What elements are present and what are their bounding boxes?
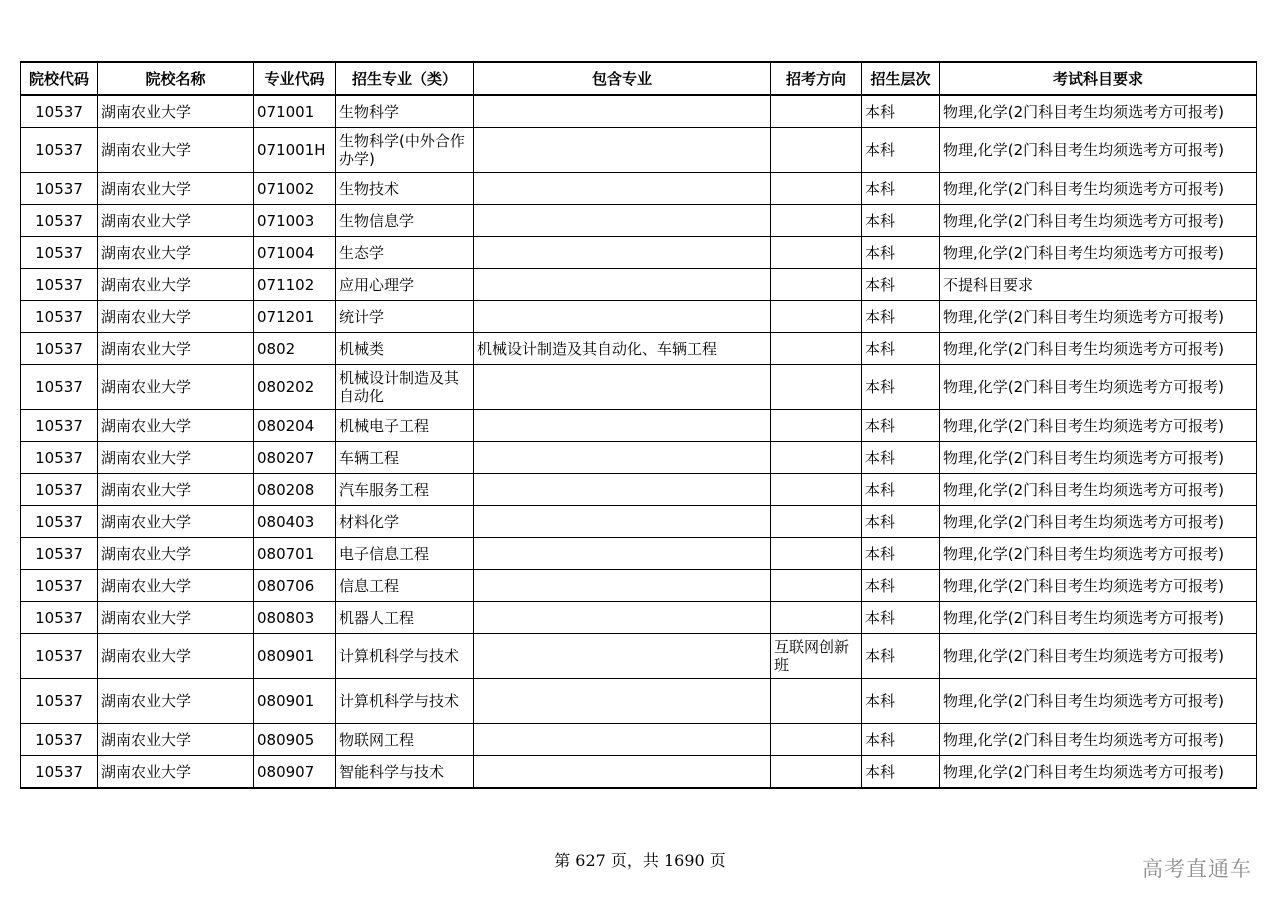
cell-level: 本科 xyxy=(862,333,940,365)
cell-direction xyxy=(771,173,862,205)
cell-included-majors xyxy=(474,602,771,634)
cell-school-name: 湖南农业大学 xyxy=(98,474,254,506)
cell-school-name: 湖南农业大学 xyxy=(98,128,254,173)
cell-major-name: 机械电子工程 xyxy=(336,410,474,442)
page-number: 第 627 页，共 1690 页 xyxy=(554,851,726,870)
table-row xyxy=(21,333,1257,365)
cell-major-name: 生物技术 xyxy=(336,173,474,205)
cell-level: 本科 xyxy=(862,538,940,570)
cell-subject-requirement: 物理,化学(2门科目考生均须选考方可报考) xyxy=(940,506,1257,538)
table-row xyxy=(21,269,1257,301)
cell-direction xyxy=(771,333,862,365)
table-row xyxy=(21,95,1257,128)
header-major-code: 专业代码 xyxy=(254,62,336,95)
cell-direction xyxy=(771,269,862,301)
cell-major-name: 车辆工程 xyxy=(336,442,474,474)
table-row xyxy=(21,365,1257,410)
table-row xyxy=(21,570,1257,602)
cell-major-code: 071004 xyxy=(254,237,336,269)
cell-school-name: 湖南农业大学 xyxy=(98,205,254,237)
cell-school-name: 湖南农业大学 xyxy=(98,724,254,756)
cell-school-code: 10537 xyxy=(21,602,98,634)
cell-level: 本科 xyxy=(862,205,940,237)
cell-included-majors xyxy=(474,237,771,269)
cell-included-majors xyxy=(474,365,771,410)
cell-school-code: 10537 xyxy=(21,724,98,756)
cell-subject-requirement: 物理,化学(2门科目考生均须选考方可报考) xyxy=(940,237,1257,269)
cell-level: 本科 xyxy=(862,506,940,538)
cell-subject-requirement: 物理,化学(2门科目考生均须选考方可报考) xyxy=(940,365,1257,410)
cell-school-name: 湖南农业大学 xyxy=(98,538,254,570)
cell-school-name: 湖南农业大学 xyxy=(98,442,254,474)
cell-direction xyxy=(771,570,862,602)
cell-major-code: 080901 xyxy=(254,634,336,679)
cell-major-name: 机械设计制造及其自动化 xyxy=(336,365,474,410)
cell-subject-requirement: 物理,化学(2门科目考生均须选考方可报考) xyxy=(940,333,1257,365)
cell-direction xyxy=(771,474,862,506)
cell-included-majors xyxy=(474,474,771,506)
watermark: 高考直通车 xyxy=(1142,857,1252,881)
cell-major-name: 信息工程 xyxy=(336,570,474,602)
cell-included-majors xyxy=(474,570,771,602)
cell-major-code: 080403 xyxy=(254,506,336,538)
cell-school-name: 湖南农业大学 xyxy=(98,269,254,301)
cell-school-code: 10537 xyxy=(21,269,98,301)
cell-level: 本科 xyxy=(862,724,940,756)
cell-direction xyxy=(771,679,862,724)
cell-major-name: 物联网工程 xyxy=(336,724,474,756)
cell-level: 本科 xyxy=(862,679,940,724)
cell-school-name: 湖南农业大学 xyxy=(98,173,254,205)
cell-major-name: 电子信息工程 xyxy=(336,538,474,570)
cell-subject-requirement: 物理,化学(2门科目考生均须选考方可报考) xyxy=(940,173,1257,205)
cell-school-code: 10537 xyxy=(21,365,98,410)
cell-school-name: 湖南农业大学 xyxy=(98,365,254,410)
cell-school-code: 10537 xyxy=(21,506,98,538)
cell-major-name: 汽车服务工程 xyxy=(336,474,474,506)
cell-school-code: 10537 xyxy=(21,128,98,173)
cell-major-name: 智能科学与技术 xyxy=(336,756,474,789)
cell-subject-requirement: 物理,化学(2门科目考生均须选考方可报考) xyxy=(940,474,1257,506)
cell-school-name: 湖南农业大学 xyxy=(98,679,254,724)
cell-school-name: 湖南农业大学 xyxy=(98,333,254,365)
cell-level: 本科 xyxy=(862,410,940,442)
cell-direction xyxy=(771,301,862,333)
cell-school-code: 10537 xyxy=(21,570,98,602)
table-row xyxy=(21,538,1257,570)
table-body xyxy=(21,95,1257,788)
cell-level: 本科 xyxy=(862,173,940,205)
cell-level: 本科 xyxy=(862,474,940,506)
cell-school-name: 湖南农业大学 xyxy=(98,237,254,269)
header-included-majors: 包含专业 xyxy=(474,62,771,95)
cell-level: 本科 xyxy=(862,269,940,301)
cell-direction xyxy=(771,365,862,410)
cell-major-name: 机器人工程 xyxy=(336,602,474,634)
cell-subject-requirement: 物理,化学(2门科目考生均须选考方可报考) xyxy=(940,95,1257,128)
cell-direction xyxy=(771,410,862,442)
cell-school-code: 10537 xyxy=(21,95,98,128)
table-header-row xyxy=(21,62,1257,95)
cell-major-code: 071003 xyxy=(254,205,336,237)
cell-direction xyxy=(771,128,862,173)
cell-direction xyxy=(771,756,862,789)
cell-major-code: 080901 xyxy=(254,679,336,724)
cell-subject-requirement: 物理,化学(2门科目考生均须选考方可报考) xyxy=(940,724,1257,756)
cell-subject-requirement: 物理,化学(2门科目考生均须选考方可报考) xyxy=(940,128,1257,173)
cell-subject-requirement: 不提科目要求 xyxy=(940,269,1257,301)
header-subject-requirement: 考试科目要求 xyxy=(940,62,1257,95)
cell-school-code: 10537 xyxy=(21,634,98,679)
cell-subject-requirement: 物理,化学(2门科目考生均须选考方可报考) xyxy=(940,602,1257,634)
cell-school-code: 10537 xyxy=(21,301,98,333)
cell-school-code: 10537 xyxy=(21,538,98,570)
cell-school-name: 湖南农业大学 xyxy=(98,410,254,442)
cell-level: 本科 xyxy=(862,128,940,173)
cell-direction xyxy=(771,602,862,634)
cell-major-name: 机械类 xyxy=(336,333,474,365)
cell-level: 本科 xyxy=(862,237,940,269)
cell-subject-requirement: 物理,化学(2门科目考生均须选考方可报考) xyxy=(940,679,1257,724)
cell-direction xyxy=(771,538,862,570)
cell-direction xyxy=(771,205,862,237)
cell-school-code: 10537 xyxy=(21,474,98,506)
cell-level: 本科 xyxy=(862,756,940,789)
table-row xyxy=(21,634,1257,679)
cell-major-name: 计算机科学与技术 xyxy=(336,634,474,679)
cell-included-majors xyxy=(474,538,771,570)
table-row xyxy=(21,205,1257,237)
cell-major-code: 080701 xyxy=(254,538,336,570)
cell-major-name: 应用心理学 xyxy=(336,269,474,301)
cell-included-majors xyxy=(474,679,771,724)
table-row xyxy=(21,724,1257,756)
cell-included-majors xyxy=(474,506,771,538)
cell-included-majors xyxy=(474,269,771,301)
table-row xyxy=(21,756,1257,789)
cell-subject-requirement: 物理,化学(2门科目考生均须选考方可报考) xyxy=(940,634,1257,679)
table-row xyxy=(21,442,1257,474)
cell-level: 本科 xyxy=(862,95,940,128)
cell-major-code: 0802 xyxy=(254,333,336,365)
cell-major-code: 071001 xyxy=(254,95,336,128)
table-row xyxy=(21,410,1257,442)
cell-major-code: 080706 xyxy=(254,570,336,602)
cell-subject-requirement: 物理,化学(2门科目考生均须选考方可报考) xyxy=(940,301,1257,333)
header-school-name: 院校名称 xyxy=(98,62,254,95)
cell-school-name: 湖南农业大学 xyxy=(98,301,254,333)
cell-school-code: 10537 xyxy=(21,237,98,269)
cell-included-majors: 机械设计制造及其自动化、车辆工程 xyxy=(474,333,771,365)
table-row xyxy=(21,474,1257,506)
cell-school-name: 湖南农业大学 xyxy=(98,634,254,679)
cell-major-name: 生物科学 xyxy=(336,95,474,128)
cell-included-majors xyxy=(474,410,771,442)
cell-direction xyxy=(771,237,862,269)
cell-major-name: 计算机科学与技术 xyxy=(336,679,474,724)
table-row xyxy=(21,679,1257,724)
table-row xyxy=(21,173,1257,205)
cell-direction xyxy=(771,95,862,128)
cell-included-majors xyxy=(474,442,771,474)
admissions-table xyxy=(20,61,1257,789)
cell-direction xyxy=(771,506,862,538)
cell-included-majors xyxy=(474,205,771,237)
cell-school-code: 10537 xyxy=(21,442,98,474)
cell-major-code: 080204 xyxy=(254,410,336,442)
cell-major-code: 071102 xyxy=(254,269,336,301)
cell-major-code: 080208 xyxy=(254,474,336,506)
cell-major-code: 080803 xyxy=(254,602,336,634)
cell-subject-requirement: 物理,化学(2门科目考生均须选考方可报考) xyxy=(940,410,1257,442)
cell-level: 本科 xyxy=(862,365,940,410)
cell-school-code: 10537 xyxy=(21,205,98,237)
cell-included-majors xyxy=(474,301,771,333)
cell-direction xyxy=(771,442,862,474)
cell-major-code: 080907 xyxy=(254,756,336,789)
cell-included-majors xyxy=(474,724,771,756)
cell-major-code: 071201 xyxy=(254,301,336,333)
cell-level: 本科 xyxy=(862,301,940,333)
cell-level: 本科 xyxy=(862,442,940,474)
header-level: 招生层次 xyxy=(862,62,940,95)
table-row xyxy=(21,506,1257,538)
cell-major-name: 材料化学 xyxy=(336,506,474,538)
cell-school-name: 湖南农业大学 xyxy=(98,570,254,602)
cell-major-name: 生物科学(中外合作办学) xyxy=(336,128,474,173)
cell-included-majors xyxy=(474,95,771,128)
cell-subject-requirement: 物理,化学(2门科目考生均须选考方可报考) xyxy=(940,570,1257,602)
cell-school-code: 10537 xyxy=(21,333,98,365)
header-direction: 招考方向 xyxy=(771,62,862,95)
cell-subject-requirement: 物理,化学(2门科目考生均须选考方可报考) xyxy=(940,205,1257,237)
cell-major-name: 生物信息学 xyxy=(336,205,474,237)
cell-included-majors xyxy=(474,634,771,679)
cell-direction: 互联网创新班 xyxy=(771,634,862,679)
cell-major-code: 080905 xyxy=(254,724,336,756)
table-row xyxy=(21,301,1257,333)
cell-school-name: 湖南农业大学 xyxy=(98,506,254,538)
header-school-code: 院校代码 xyxy=(21,62,98,95)
cell-major-code: 080207 xyxy=(254,442,336,474)
cell-direction xyxy=(771,724,862,756)
table-row xyxy=(21,602,1257,634)
cell-level: 本科 xyxy=(862,570,940,602)
cell-major-name: 生态学 xyxy=(336,237,474,269)
cell-school-code: 10537 xyxy=(21,173,98,205)
cell-school-code: 10537 xyxy=(21,679,98,724)
cell-major-name: 统计学 xyxy=(336,301,474,333)
cell-major-code: 071002 xyxy=(254,173,336,205)
cell-major-code: 071001H xyxy=(254,128,336,173)
cell-major-code: 080202 xyxy=(254,365,336,410)
cell-level: 本科 xyxy=(862,634,940,679)
cell-school-name: 湖南农业大学 xyxy=(98,756,254,789)
cell-subject-requirement: 物理,化学(2门科目考生均须选考方可报考) xyxy=(940,756,1257,789)
cell-subject-requirement: 物理,化学(2门科目考生均须选考方可报考) xyxy=(940,538,1257,570)
cell-included-majors xyxy=(474,173,771,205)
cell-school-name: 湖南农业大学 xyxy=(98,95,254,128)
cell-school-name: 湖南农业大学 xyxy=(98,602,254,634)
cell-included-majors xyxy=(474,128,771,173)
cell-included-majors xyxy=(474,756,771,789)
cell-subject-requirement: 物理,化学(2门科目考生均须选考方可报考) xyxy=(940,442,1257,474)
cell-school-code: 10537 xyxy=(21,756,98,789)
header-major-name: 招生专业（类） xyxy=(336,62,474,95)
cell-level: 本科 xyxy=(862,602,940,634)
table-row xyxy=(21,237,1257,269)
table-row xyxy=(21,128,1257,173)
cell-school-code: 10537 xyxy=(21,410,98,442)
